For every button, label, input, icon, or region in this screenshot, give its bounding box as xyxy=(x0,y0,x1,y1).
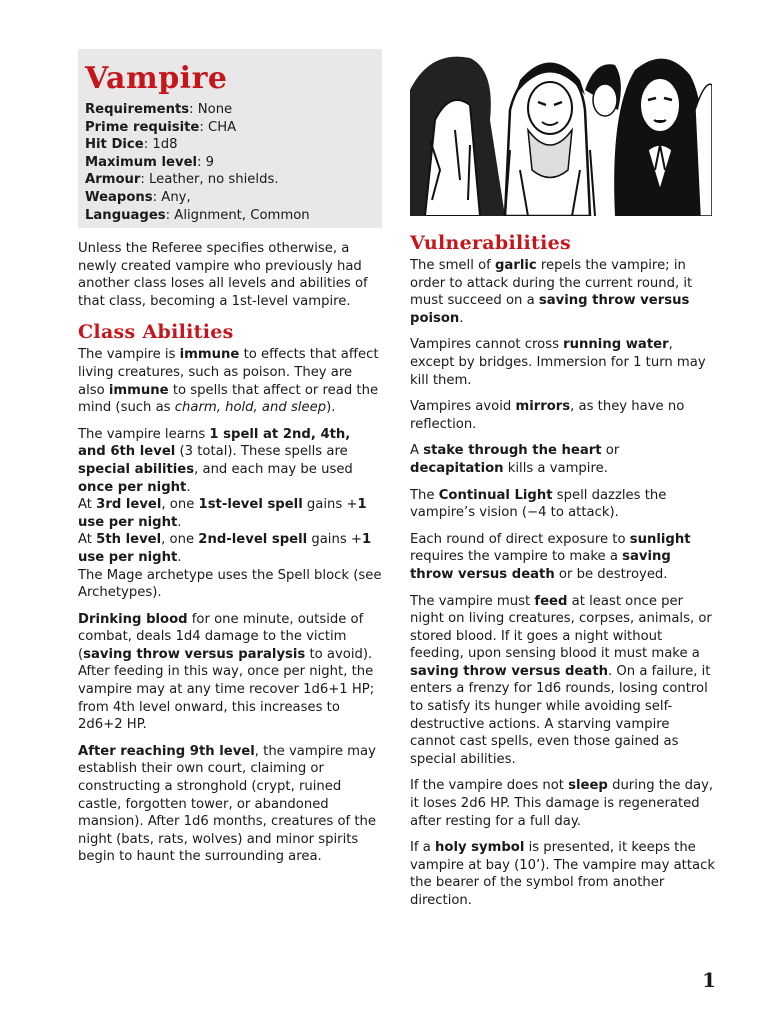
stat-line: Weapons: Any, xyxy=(85,189,191,205)
stat-line: Prime requisite: CHA xyxy=(85,119,237,135)
class-stat-block xyxy=(78,49,382,228)
left-column xyxy=(78,240,382,875)
stat-line: Requirements: None xyxy=(85,102,233,117)
illustration-drawing xyxy=(410,50,712,216)
vulnerability-paragraph: Vampires cannot cross running water, except by bridges. Immersion for 1 turn may kill them. xyxy=(410,337,706,388)
vulnerability-paragraph: Vampires avoid mirrors, as they have no reflection. xyxy=(410,399,685,432)
vulnerabilities-list xyxy=(410,257,716,910)
stat-list xyxy=(85,101,375,224)
vulnerability-paragraph: The vampire must feed at least once per night on living creatures, corpses, animals, or stored blood. If it goes a night without feeding, upon sensing blood it must make a saving throw versus death. On a failure, it enters a frenzy for 1d6 rounds, losing control to satisfy its hunger while avoiding self-destructive actions. A starving vampire cannot cast spells, even those gained as special abilities. xyxy=(410,593,712,767)
vulnerabilities-heading: Vulnerabilities xyxy=(410,232,571,254)
class-title: Vampire xyxy=(85,61,228,96)
page-number: 1 xyxy=(702,968,716,992)
vulnerability-paragraph: The smell of garlic repels the vampire; in order to attack during the current round, it must succeed on a saving throw versus poison. xyxy=(410,258,693,326)
abilities-paragraph: The vampire is immune to effects that affect living creatures, such as poison. They are also immune to spells that affect or read the mind (such as charm, hold, and sleep). xyxy=(78,347,379,416)
stat-line: Armour: Leather, no shields. xyxy=(85,172,279,188)
intro-paragraph: Unless the Referee specifies otherwise, a newly created vampire who previously had another class loses all levels and abilities of that class, becoming a 1st-level vampire. xyxy=(78,241,368,309)
vampire-illustration xyxy=(410,50,712,216)
vulnerability-paragraph: The Continual Light spell dazzles the vampire’s vision (−4 to attack). xyxy=(410,487,667,521)
vulnerability-paragraph: If the vampire does not sleep during the day, it loses 2d6 HP. This damage is regenerated after resting for a full day. xyxy=(410,778,714,829)
vulnerability-paragraph: A stake through the heart or decapitation kills a vampire. xyxy=(410,443,620,476)
class-abilities-heading: Class Abilities xyxy=(78,321,234,344)
abilities-paragraph: The vampire learns 1 spell at 2nd, 4th, and 6th level (3 total). These spells are special abilities, and each may be used once per night. At 3rd level, one 1st-level spell gains +1 use per night. At 5th level, one 2nd-level spell gains +1 use per night. The Mage archetype uses the Spell block (see Archetypes). xyxy=(78,426,382,601)
stat-line: Languages: Alignment, Common xyxy=(85,207,310,223)
vulnerability-paragraph: Each round of direct exposure to sunlight requires the vampire to make a saving throw versus death or be destroyed. xyxy=(410,531,691,582)
abilities-paragraph: Drinking blood for one minute, outside of combat, deals 1d4 damage to the victim (saving throw versus paralysis to avoid). After feeding in this way, once per night, the vampire may at any time recover 1d6+1 HP; from 4th level onward, this increases to 2d6+2 HP. xyxy=(78,611,375,733)
stat-line: Maximum level: 9 xyxy=(85,154,215,170)
abilities-paragraph: After reaching 9th level, the vampire may establish their own court, claiming or constructing a stronghold (crypt, ruined castle, forgotten tower, or abandoned mansion). After 1d6 months, creatures of the night (bats, rats, wolves) and minor spirits begin to haunt the surrounding area. xyxy=(78,743,376,865)
right-column xyxy=(410,231,716,919)
stat-line: Hit Dice: 1d8 xyxy=(85,137,178,153)
vulnerability-paragraph: If a holy symbol is presented, it keeps the vampire at bay (10’). The vampire may attack the bearer of the symbol from another direction. xyxy=(410,840,715,908)
